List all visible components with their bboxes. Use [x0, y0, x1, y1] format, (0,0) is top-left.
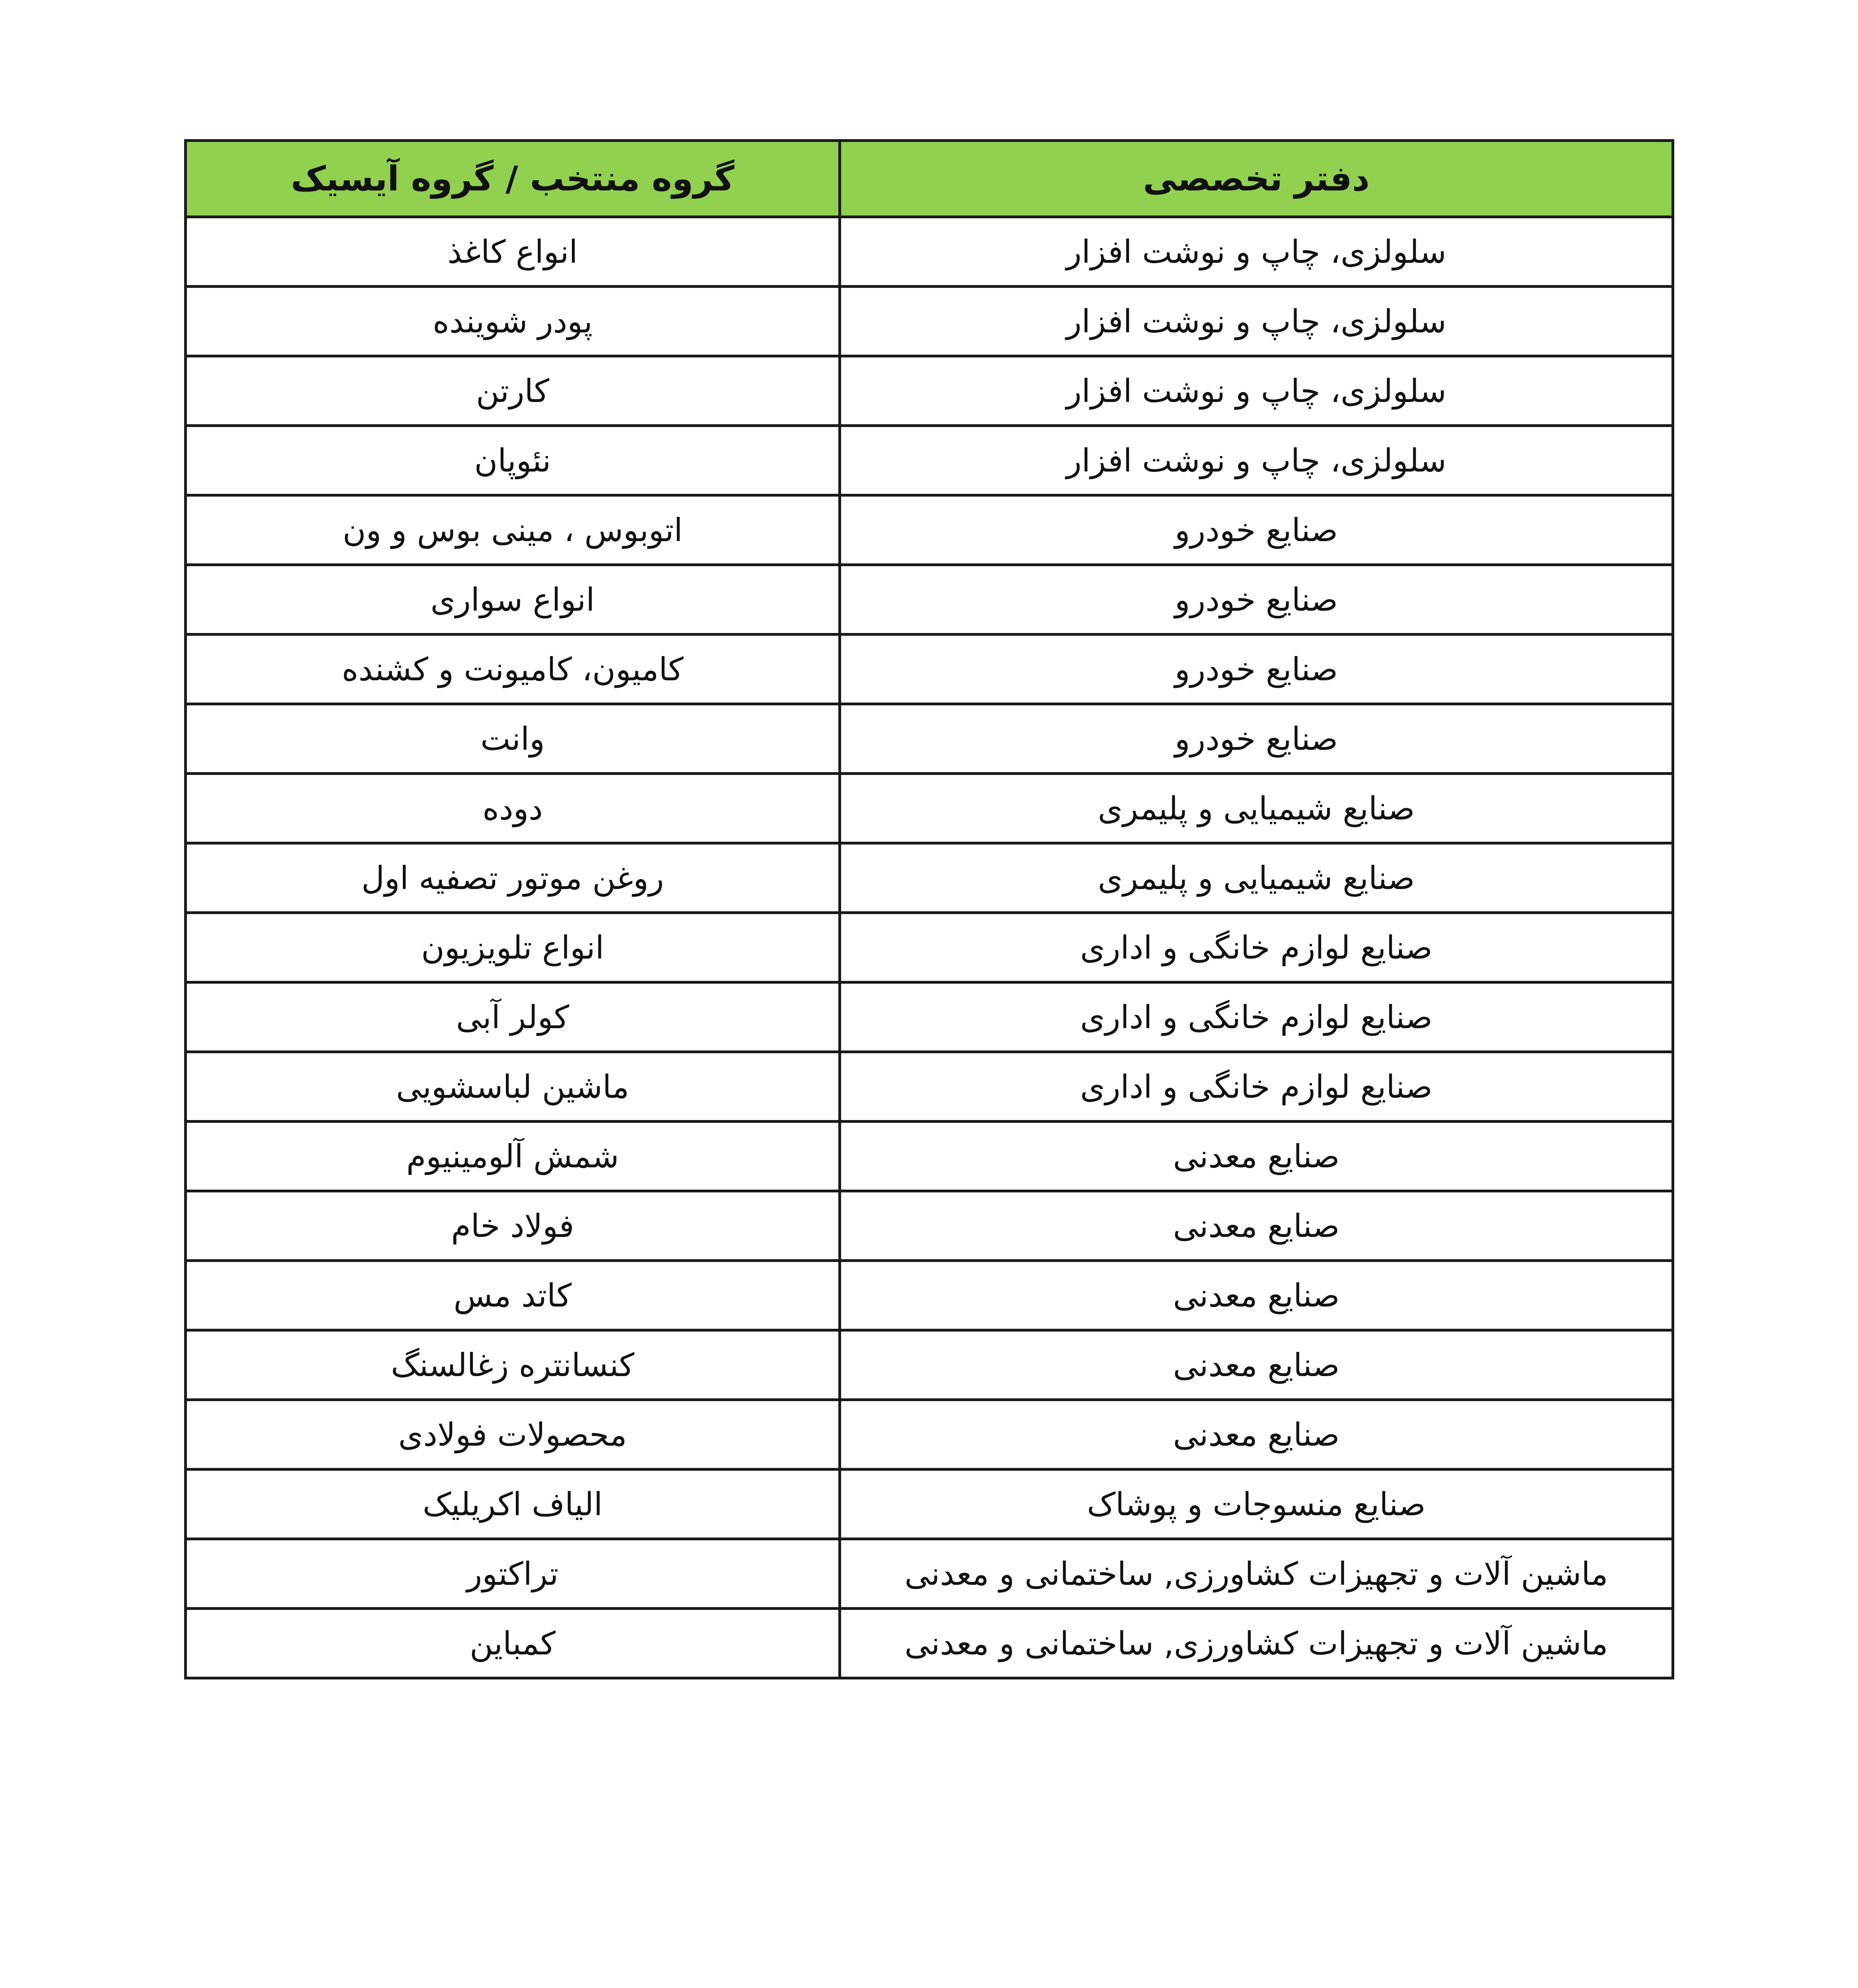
table-row [186, 495, 1673, 565]
group-cell: شمش آلومینیوم [186, 1122, 840, 1191]
office-cell: صنایع خودرو [840, 704, 1673, 774]
office-cell: صنایع معدنی [840, 1330, 1673, 1400]
office-cell: صنایع معدنی [840, 1122, 1673, 1191]
header-group: گروه منتخب / گروه آیسیک [186, 141, 840, 217]
group-cell: کامیون، کامیونت و کشنده [186, 635, 840, 704]
group-cell: روغن موتور تصفیه اول [186, 843, 840, 913]
office-cell: صنایع خودرو [840, 635, 1673, 704]
table-row [186, 287, 1673, 356]
group-cell: کنسانتره زغالسنگ [186, 1330, 840, 1400]
table-row [186, 1539, 1673, 1609]
group-cell: ماشین لباسشویی [186, 1052, 840, 1122]
office-cell: ماشین آلات و تجهیزات کشاورزی, ساختمانی و معدنی [840, 1539, 1673, 1609]
group-cell: انواع کاغذ [186, 217, 840, 287]
office-cell: صنایع معدنی [840, 1400, 1673, 1470]
table-row [186, 1052, 1673, 1122]
table-row [186, 1122, 1673, 1191]
group-cell: وانت [186, 704, 840, 774]
office-cell: سلولزی، چاپ و نوشت افزار [840, 356, 1673, 426]
office-cell: ماشین آلات و تجهیزات کشاورزی, ساختمانی و معدنی [840, 1609, 1673, 1678]
group-cell: فولاد خام [186, 1191, 840, 1261]
office-cell: صنایع معدنی [840, 1191, 1673, 1261]
group-cell: انواع سواری [186, 565, 840, 635]
office-cell: صنایع معدنی [840, 1261, 1673, 1330]
office-cell: صنایع لوازم خانگی و اداری [840, 1052, 1673, 1122]
office-cell: صنایع لوازم خانگی و اداری [840, 913, 1673, 982]
office-cell: صنایع شیمیایی و پلیمری [840, 774, 1673, 843]
table-row [186, 426, 1673, 495]
office-cell: صنایع منسوجات و پوشاک [840, 1470, 1673, 1539]
table-row [186, 217, 1673, 287]
group-cell: تراکتور [186, 1539, 840, 1609]
office-cell: صنایع خودرو [840, 495, 1673, 565]
table-row [186, 565, 1673, 635]
table-row [186, 1470, 1673, 1539]
office-cell: سلولزی، چاپ و نوشت افزار [840, 217, 1673, 287]
table-row [186, 1609, 1673, 1678]
group-cell: اتوبوس ، مینی بوس و ون [186, 495, 840, 565]
table-row [186, 774, 1673, 843]
group-cell: کاتد مس [186, 1261, 840, 1330]
table-row [186, 913, 1673, 982]
header-office: دفتر تخصصی [840, 141, 1673, 217]
table-row [186, 704, 1673, 774]
office-cell: سلولزی، چاپ و نوشت افزار [840, 426, 1673, 495]
industry-groups-table [184, 139, 1674, 1679]
group-cell: پودر شوینده [186, 287, 840, 356]
table-body [186, 217, 1673, 1678]
table-row [186, 843, 1673, 913]
group-cell: الیاف اکریلیک [186, 1470, 840, 1539]
table-row [186, 1261, 1673, 1330]
table-row [186, 1330, 1673, 1400]
group-cell: کولر آبی [186, 982, 840, 1052]
group-cell: محصولات فولادی [186, 1400, 840, 1470]
group-cell: دوده [186, 774, 840, 843]
table-row [186, 635, 1673, 704]
office-cell: سلولزی، چاپ و نوشت افزار [840, 287, 1673, 356]
office-cell: صنایع شیمیایی و پلیمری [840, 843, 1673, 913]
table-row [186, 1400, 1673, 1470]
group-cell: کارتن [186, 356, 840, 426]
group-cell: کمباین [186, 1609, 840, 1678]
table-header [186, 141, 1673, 217]
office-cell: صنایع لوازم خانگی و اداری [840, 982, 1673, 1052]
table-row [186, 1191, 1673, 1261]
header-row [186, 141, 1673, 217]
table-row [186, 982, 1673, 1052]
table-row [186, 356, 1673, 426]
group-cell: نئوپان [186, 426, 840, 495]
group-cell: انواع تلویزیون [186, 913, 840, 982]
office-cell: صنایع خودرو [840, 565, 1673, 635]
